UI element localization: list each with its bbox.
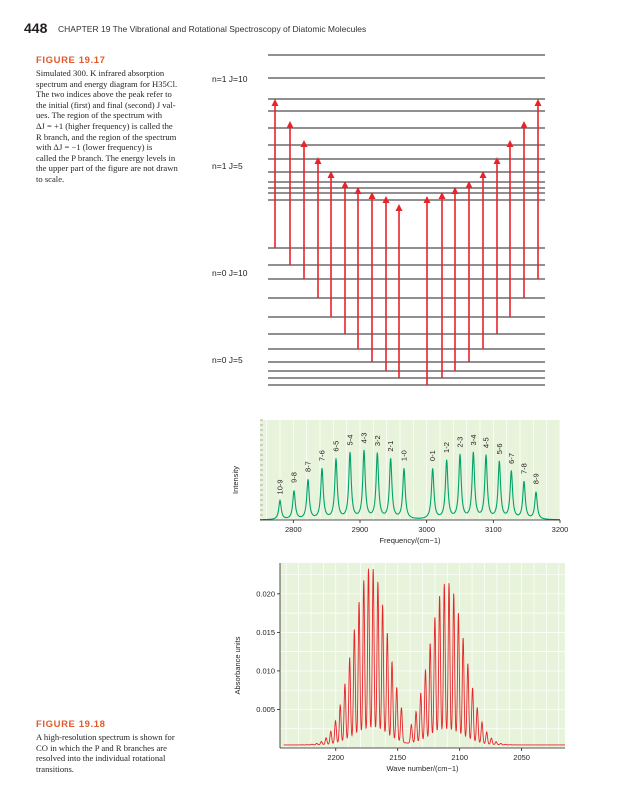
arrow-head [315,157,322,164]
caption-line: ΔJ = +1 (higher frequency) is called the [36,120,173,131]
y-axis-label: Intensity [231,466,240,494]
level-label-n0-j10: n=0 J=10 [212,268,248,278]
caption-line: The two indices above the peak refer to [36,89,172,100]
arrow-head [507,140,514,147]
x-tick-label: 3200 [551,525,569,534]
peak-label: 6-5 [331,440,341,452]
caption-line: called the P branch. The energy levels in [36,152,176,163]
peak-label: 2-3 [455,436,465,448]
peak-label: 3-2 [372,435,382,447]
peak-label: 8-9 [531,473,541,485]
chapter-title: CHAPTER 19 The Vibrational and Rotational Spectroscopy of Diatomic Molecules [58,24,367,34]
peak-label: 6-7 [506,452,516,464]
x-tick-label: 2800 [284,525,302,534]
y-tick-label: 0.015 [256,627,275,637]
arrow-head [535,99,542,106]
peak-label: 4-5 [481,437,491,449]
caption-line: to scale. [36,173,65,184]
page-number: 448 [24,20,48,36]
peak-label: 1-0 [399,450,409,462]
peak-label: 9-8 [289,472,299,483]
x-axis-label: Frequency/(cm−1) [379,536,441,545]
co-spectrum-chart [225,558,570,783]
caption-line: transitions. [36,763,74,774]
x-tick-label: 3100 [484,525,502,534]
y-axis-label: Absorbance units [233,636,242,695]
figure-19-17-label: FIGURE 19.17 [36,55,106,66]
peak-label: 2-1 [386,440,396,452]
caption-line: with ΔJ = −1 (lower frequency) is [36,142,153,153]
y-tick-label: 0.005 [256,704,275,714]
caption-line: CO in which the P and R branches are [36,742,167,753]
peak-label: 5-4 [345,434,355,446]
caption-line: spectrum and energy diagram for H35Cl. [36,78,178,89]
caption-line: R branch, and the region of the spectrum [36,131,177,142]
y-tick-label: 0.020 [256,589,275,599]
figure-19-18-label: FIGURE 19.18 [36,719,106,730]
peak-label: 5-6 [494,443,504,455]
level-label-n0-j5: n=0 J=5 [212,355,243,365]
peak-label: 0-1 [428,450,438,462]
caption-line: A high-resolution spectrum is shown for [36,732,175,742]
caption-line: the upper part of the figure are not drawn [36,163,178,174]
peak-label: 4-3 [359,432,369,444]
x-tick-label: 2150 [389,753,407,762]
arrow-head [521,121,528,128]
caption-line: resolved into the individual rotational [36,753,166,764]
x-tick-label: 3000 [418,525,436,534]
caption-line: the initial (first) and final (second) J val- [36,99,176,110]
x-tick-label: 2200 [327,753,345,762]
x-tick-label: 2050 [513,753,530,762]
caption-line: ues. The region of the spectrum with [36,110,163,121]
peak-label: 3-4 [468,434,478,446]
level-label-n1-j10: n=1 J=10 [212,74,248,84]
x-tick-label: 2900 [351,525,369,534]
peak-label: 10-9 [275,479,285,495]
peak-label: 7-6 [317,450,327,462]
x-tick-label: 2100 [451,753,469,762]
peak-label: 7-8 [519,463,529,475]
peak-label: 8-7 [303,461,313,472]
caption-line: Simulated 300. K infrared absorption [36,68,165,78]
arrow-head [494,157,501,164]
level-label-n1-j5: n=1 J=5 [212,161,243,171]
y-tick-label: 0.010 [256,666,275,676]
arrow-head [287,121,294,128]
x-axis-label: Wave number/(cm−1) [386,764,459,773]
arrow-head [301,140,308,147]
peak-label: 1-2 [442,442,452,453]
hcl-spectrum-chart [225,412,570,552]
arrow-head [272,99,279,106]
arrow-head [396,204,403,211]
